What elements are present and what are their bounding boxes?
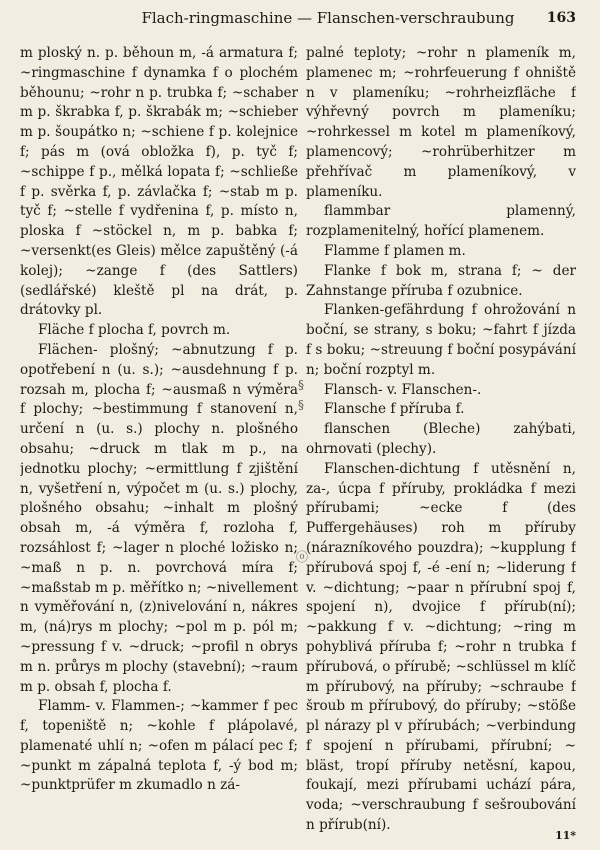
gutter-mark: ⓞ <box>296 550 309 564</box>
gutter-mark: § <box>298 378 304 392</box>
entry-flamm: Flamm- v. Flammen-; ~kammer f pec f, topeniště n; ~kohle f plápolavé, plamenaté uhlí n; ~ofen m pálací pec f; ~punkt m zápalná teplota f, -ý bod m; ~punktprüfer m zkumadlo n zá- <box>20 698 298 794</box>
left-column <box>20 44 298 834</box>
entry-flanschen-compounds: Flanschen-dichtung f utěsnění n, za-, úcpa f příruby, prokládka f mezi přírubami; ~ecke f (des Puffergehäuses) roh m příruby (nárazníkového pouzdra); ~kupplung f přírubová spoj f, -é -ení n; ~liderung f v. ~dichtung; ~paar n přírubní spoj f, spojení n), dvojice f přírub(ní); ~pakkung f v. ~dichtung; ~ring m pohyblivá příruba f; ~rohr n trubka f přírubová, o přírubě; ~schlüssel m klíč m přírubový, na příruby; ~schraube f šroub m přírubový, do příruby; ~stöße pl nárazy pl v přírubách; ~verbindung f spojení n přírubami, přírubní; ~ bläst, tropí příruby netěsní, kapou, foukají, mezi přírubami uchází pára, voda; ~verschraubung f sešroubování n přírub(ní). <box>306 460 576 834</box>
entry-flanke: Flanke f bok m, strana f; ~ der Zahnstange příruba f ozubnice. <box>306 262 576 299</box>
entry-flanschen: flanschen (Bleche) zahýbati, ohrnovati (plechy). <box>306 421 576 457</box>
entry-flach-continuation: m ploský n. p. běhoun m, -á armatura f; ~ringmaschine f dynamka f o plochém běhounu; ~rohr n p. trubka f; ~schaber m p. škrabka f, p. škrabák m; ~schieber m p. šoupátko n; ~schiene f p. kolejnice f; pás m (ová obložka f), p. tyč f; ~schippe f p., mělká lopata f; ~schließe f p. svěrka f, p. závlačka f; ~stab m p. tyč f; ~stelle f vydřenina f, p. místo n, ploska f ~stöckel n, m p. babka f; ~versenkt(es Gleis) mělce zapuštěný (-á kolej); ~zange f (des Sattlers) (sedlářské) kleště pl na drát, p. drátovky pl. <box>20 45 298 319</box>
entry-flanken: Flanken-gefährdung f ohrožování n boční, se strany, s boku; ~fahrt f jízda f s boku; ~streuung f boční posypávání n; boční rozptyl m. <box>306 302 576 378</box>
entry-flansche: Flansche f příruba f. <box>324 401 465 418</box>
running-header <box>20 6 576 30</box>
running-title: Flach-ringmaschine — Flanschen-verschraubung <box>141 9 515 27</box>
entry-flammbar: flammbar plamenný, rozplamenitelný, hořící plamenem. <box>306 203 576 240</box>
entry-flaeche: Fläche f plocha f, povrch m. <box>38 322 231 339</box>
entry-flansch: Flansch- v. Flanschen-. <box>324 381 482 398</box>
right-column <box>306 44 576 834</box>
entry-flaechen: Flächen- plošný; ~abnutzung f p. opotřebení n (u. s.); ~ausdehnung f p. rozsah m, plocha f; ~ausmaß n výměra f plochy; ~bestimmung f stanovení n, určení n (u. s.) plochy n. plošného obsahu; ~druck m tlak m p., na jednotku plochy; ~ermittlung f zjištění n, vyšetření n, výpočet m (u. s.) plochy, plošného obsahu; ~inhalt m plošný obsah m, -á výměra f, rozloha f, rozsáhlost f; ~lager n ploché ložisko n; ~maß n p. n. povrchová míra f; ~maßstab m p. měřítko n; ~nivellement n vyměřování n, (z)nivelování n, nákres m, (ná)rys m plochy; ~pol m p. pól m; ~pressung f v. ~druck; ~profil n obrys m n. průrys m plochy (stavební); ~raum m p. obsah f, plocha f. <box>20 341 298 695</box>
entry-flamme: Flamme f plamen m. <box>324 242 466 259</box>
gutter-mark: § <box>298 398 304 412</box>
entry-flamm-continuation: palné teploty; ~rohr n plameník m, plamenec m; ~rohrfeuerung f ohniště n v plameníku; ~rohrheizfläche f výhřevný povrch m plameníku; ~rohrkessel m kotel m plameníkový, plamencový; ~rohrüberhitzer m přehřívač m plameníkový, v plameníku. <box>306 45 576 200</box>
page-number: 163 <box>546 10 576 26</box>
sheet-signature: 11* <box>554 829 576 842</box>
